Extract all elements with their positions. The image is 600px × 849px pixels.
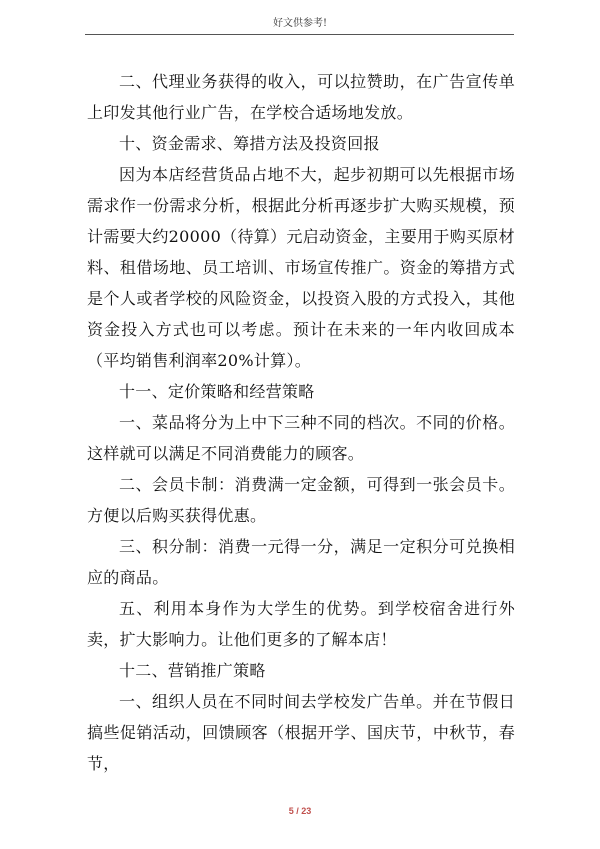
paragraph-flyers: 一、组织人员在不同时间去学校发广告单。并在节假日搞些促销活动，回馈顾客（根据开学、国庆节，中秋节，春节， bbox=[87, 692, 515, 773]
paragraph-pricing-tiers: 一、菜品将分为上中下三种不同的档次。不同的价格。这样就可以满足不同消费能力的顾客。 bbox=[87, 413, 515, 463]
header-divider bbox=[85, 34, 514, 35]
page-number: 5 / 23 bbox=[288, 806, 312, 816]
document-body bbox=[87, 66, 515, 779]
paragraph-funding: 因为本店经营货品占地不大，起步初期可以先根据市场需求作一份需求分析，根据此分析再逐步扩大购买规模，预计需要大约20000（待算）元启动资金，主要用于购买原材料、租借场地、员工培训、市场宣传推广。资金的筹措方式是个人或者学校的风险资金，以投资入股的方式投入，其他资金投入方式也可以考虑。预计在未来的一年内收回成本（平均销售利润率20%计算）。 bbox=[87, 165, 515, 370]
section-heading-funding: 十、资金需求、筹措方法及投资回报 bbox=[119, 134, 380, 153]
paragraph-points: 三、积分制：消费一元得一分，满足一定积分可兑换相应的商品。 bbox=[87, 537, 515, 587]
page-header: 好文供参考! bbox=[272, 18, 328, 29]
section-heading-marketing: 十二、营销推广策略 bbox=[119, 661, 266, 680]
paragraph-student-advantage: 五、利用本身作为大学生的优势。到学校宿舍进行外卖，扩大影响力。让他们更多的了解本店！ bbox=[87, 599, 515, 649]
section-heading-pricing: 十一、定价策略和经营策略 bbox=[119, 382, 315, 401]
paragraph-member-card: 二、会员卡制：消费满一定金额，可得到一张会员卡。方便以后购买获得优惠。 bbox=[87, 475, 515, 525]
paragraph-agency-income: 二、代理业务获得的收入，可以拉赞助，在广告宣传单上印发其他行业广告，在学校合适场地发放。 bbox=[87, 72, 515, 122]
